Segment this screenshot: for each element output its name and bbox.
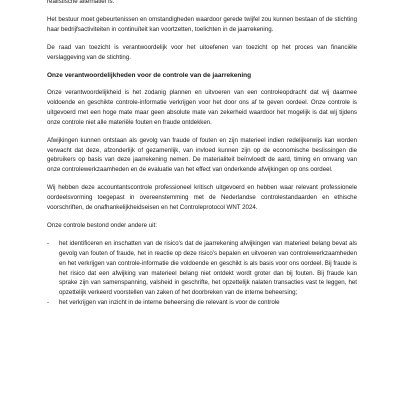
list-item-text: het verkrijgen van inzicht in de interne beheersing die relevant is voor de controle — [59, 299, 280, 307]
paragraph-continuity-tail: realistische alternatief is. — [47, 0, 115, 5]
list-item — [47, 239, 357, 298]
list-dash: - — [47, 240, 50, 248]
audit-procedures-list — [47, 239, 357, 308]
paragraph-professional-skepticism: Wij hebben deze accountantscontrole professioneel kritisch uitgevoerd en hebben waar relevant professionele oordeelsvorming toegepast in overeenstemming met de Nederlandse controlestandaarden en ethische voorschriften, de onafhankelijkheidseisen en het Controleprotocol WNT 2024. — [47, 184, 357, 211]
paragraph-misstatements: Afwijkingen kunnen ontstaan als gevolg van fraude of fouten en zijn materieel indien redelijkerwijs kan worden verwacht dat deze, afzonderlijk of gezamenlijk, van invloed kunnen zijn op de economische beslissingen die gebruikers op basis van deze jaarrekening nemen. De materialiteit beïnvloedt de aard, timing en omvang van onze controlewerkzaamheden en de evaluatie van het effect van onderkende afwijkingen op ons oordeel. — [47, 136, 357, 174]
paragraph-responsibility: Onze verantwoordelijkheid is het zodanig plannen en uitvoeren van een controleopdracht dat wij daarmee voldoende en geschikte controle-informatie verkrijgen voor het door ons af te geven oordeel. Onze controle is uitgevoerd met een hoge mate maar geen absolute mate van zekerheid waardoor het mogelijk is dat wij tijdens onze controle niet alle materiële fouten en fraude ontdekken. — [47, 89, 357, 126]
paragraph-supervisory-board: De raad van toezicht is verantwoordelijk voor het uitoefenen van toezicht op het proces van financiële verslaggeving van de stichting. — [47, 44, 357, 61]
paragraph-audit-included: Onze controle bestond onder andere uit: — [47, 222, 157, 230]
section-heading: Onze verantwoordelijkheden voor de controle van de jaarrekening — [47, 72, 252, 80]
list-item-text: het identificeren en inschatten van de risico's dat de jaarrekening afwijkingen van materieel belang bevat als gevolg van fouten of fraude, het in reactie op deze risico's bepalen en uitvoeren van controlewerkzaamheden en het verkrijgen van controle-informatie die voldoende en geschikt is als basis voor ons oordeel. Bij fraude is het risico dat een afwijking van materieel belang niet ontdekt wordt groter dan bij fouten. Bij fraude kan sprake zijn van samenspanning, valsheid in geschrifte, het opzettelijk nalaten transacties vast te leggen, het opzettelijk verkeerd voorstellen van zaken of het doorbreken van de interne beheersing; — [59, 240, 357, 297]
paragraph-board-disclosure: Het bestuur moet gebeurtenissen en omstandigheden waardoor gerede twijfel zou kunnen bestaan of de stichting haar bedrijfsactiviteiten in continuïteit kan voortzetten, toelichten in de jaarrekening. — [47, 16, 357, 33]
list-item — [47, 298, 357, 308]
list-dash: - — [47, 299, 50, 307]
document-body — [47, 0, 357, 308]
